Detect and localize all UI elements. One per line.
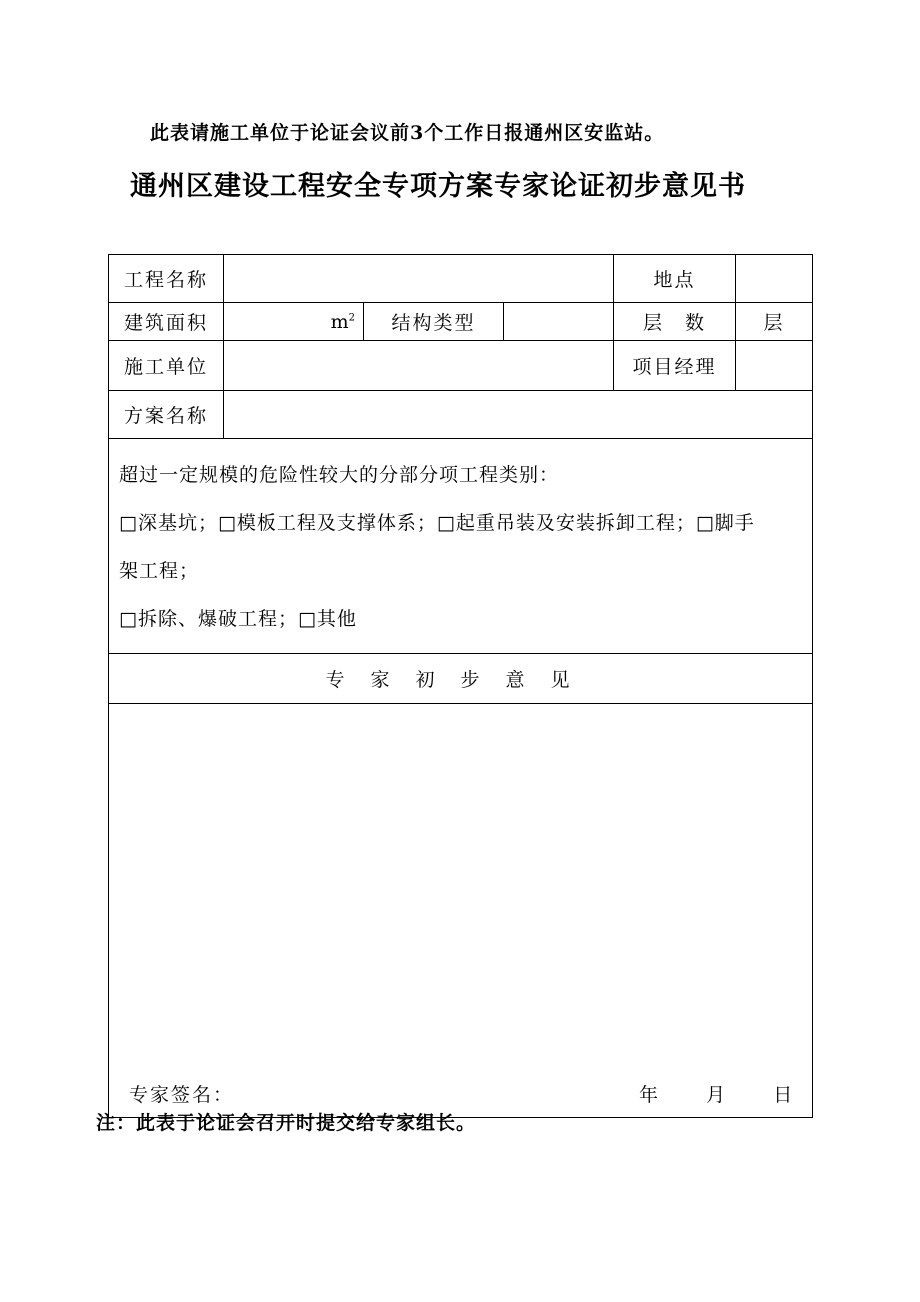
contractor-field[interactable] bbox=[224, 341, 614, 391]
signature-label: 专家签名： bbox=[129, 1084, 235, 1106]
floor-area-unit: $m^2$ bbox=[330, 310, 355, 333]
project-name-label: 工程名称 bbox=[109, 255, 224, 303]
project-name-field[interactable] bbox=[224, 255, 614, 303]
page-title: 通州区建设工程安全专项方案专家论证初步意见书 bbox=[130, 171, 746, 202]
row-area bbox=[109, 303, 813, 341]
opinion-text-area[interactable] bbox=[109, 704, 813, 1118]
signature-date bbox=[639, 1080, 792, 1107]
plan-name-label: 方案名称 bbox=[109, 391, 224, 439]
structure-type-label: 结构类型 bbox=[364, 303, 504, 341]
row-plan-name bbox=[109, 391, 813, 439]
structure-type-field[interactable] bbox=[504, 303, 614, 341]
date-day: 日 bbox=[773, 1084, 793, 1106]
floor-area-field[interactable] bbox=[224, 303, 364, 341]
category-heading: 超过一定规模的危险性较大的分部分项工程类别： bbox=[119, 464, 560, 486]
contractor-label: 施工单位 bbox=[109, 341, 224, 391]
opinion-header: 专家初步意见 bbox=[109, 654, 813, 704]
row-opinion-header bbox=[109, 654, 813, 704]
category-options-line-1[interactable]: □深基坑；□模板工程及支撑体系；□起重吊装及安装拆卸工程；□脚手 bbox=[119, 512, 755, 534]
date-month: 月 bbox=[706, 1084, 726, 1106]
category-options-line-2[interactable]: 架工程； bbox=[119, 560, 200, 582]
row-contractor bbox=[109, 341, 813, 391]
floor-area-label: 建筑面积 bbox=[109, 303, 224, 341]
location-field[interactable] bbox=[736, 255, 813, 303]
floors-unit[interactable]: 层 bbox=[736, 303, 813, 341]
row-categories bbox=[109, 439, 813, 654]
submission-note: 此表请施工单位于论证会议前3个工作日报通州区安监站。 bbox=[150, 122, 665, 144]
footnote: 注：此表于论证会召开时提交给专家组长。 bbox=[96, 1112, 477, 1134]
project-manager-field[interactable] bbox=[736, 341, 813, 391]
row-project-name bbox=[109, 255, 813, 303]
row-opinion-body bbox=[109, 704, 813, 1118]
location-label: 地点 bbox=[614, 255, 736, 303]
date-year: 年 bbox=[639, 1084, 659, 1106]
plan-name-field[interactable] bbox=[224, 391, 813, 439]
project-manager-label: 项目经理 bbox=[614, 341, 736, 391]
category-options-line-3[interactable]: □拆除、爆破工程；□其他 bbox=[119, 608, 357, 630]
floors-label: 层 数 bbox=[614, 303, 736, 341]
category-section bbox=[109, 439, 813, 654]
opinion-form-table bbox=[108, 254, 813, 1118]
